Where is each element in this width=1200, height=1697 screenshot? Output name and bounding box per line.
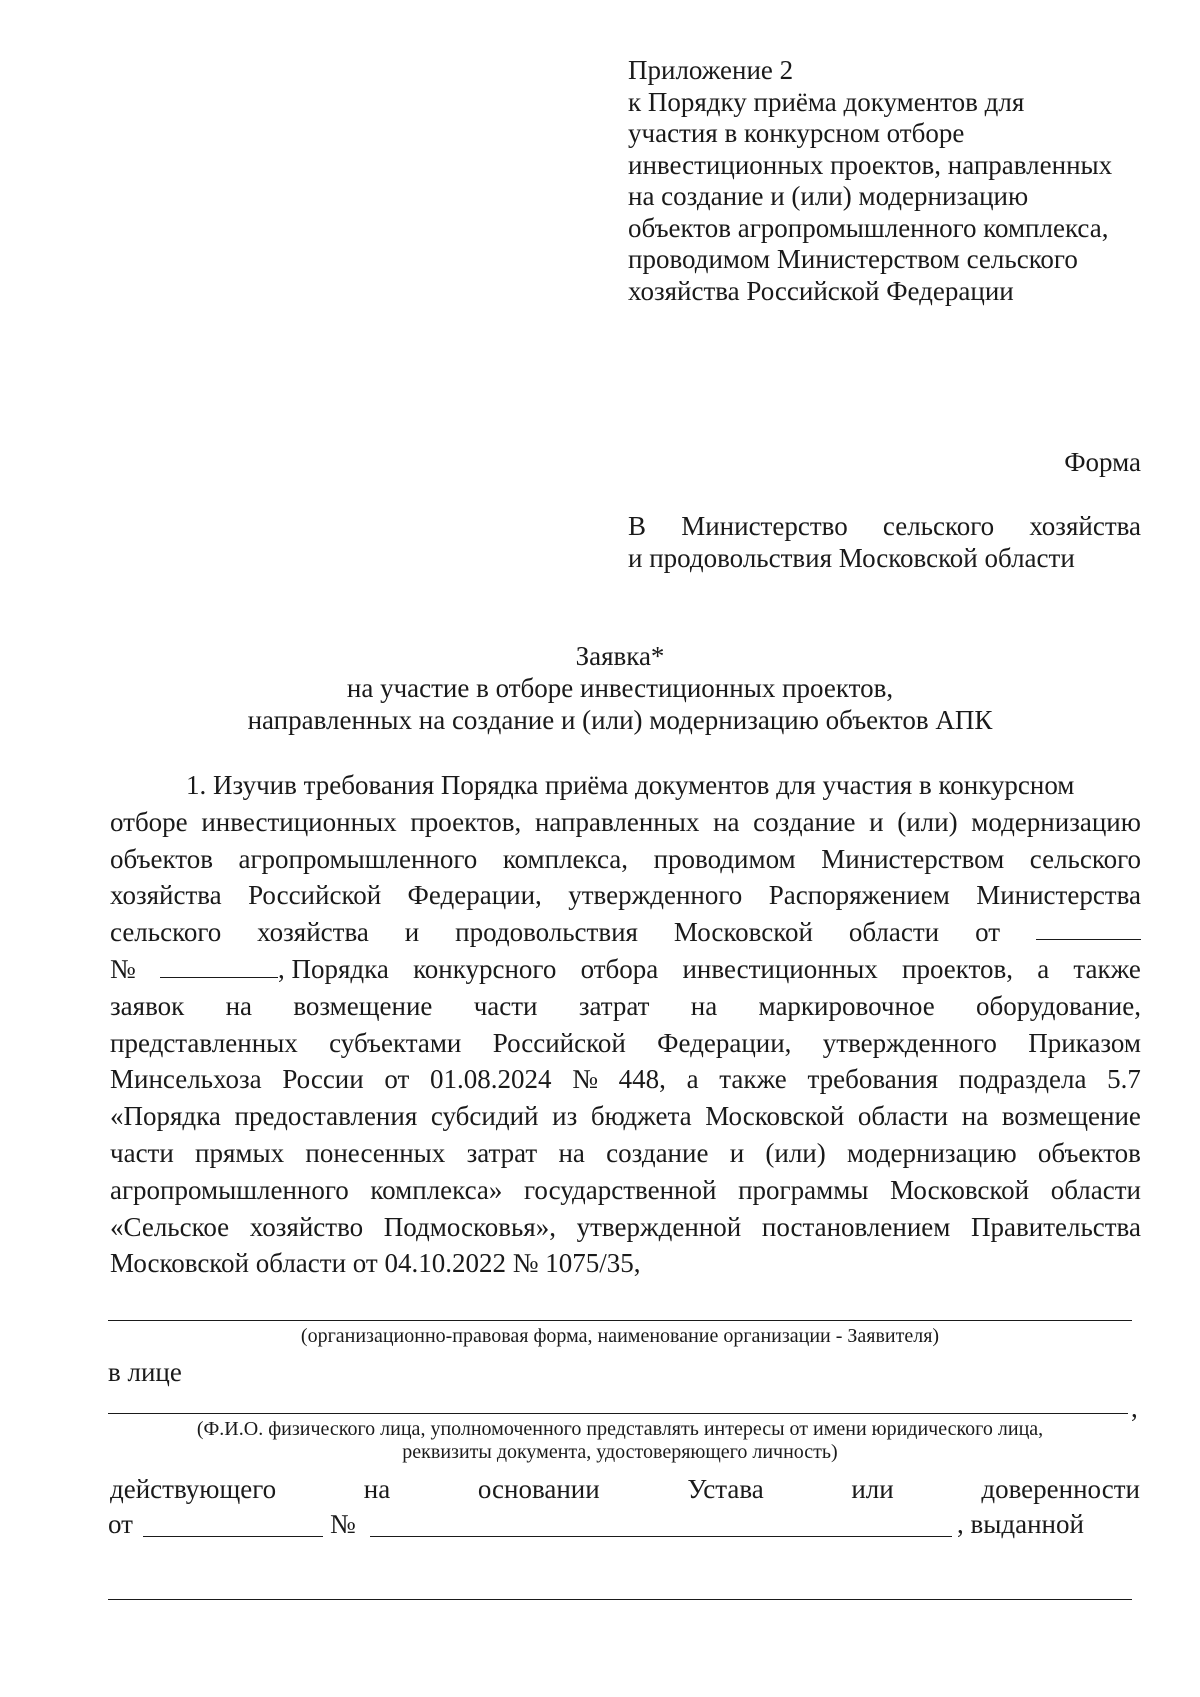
paragraph-word: создание [753,806,856,837]
paragraph-word: и [869,806,884,837]
paragraph-word [160,951,389,988]
paragraph-line [110,877,1141,914]
paragraph-word: Московской [705,1101,845,1132]
paragraph-word: Министерства [976,880,1141,911]
paragraph-word: комплекса, [502,843,629,874]
paragraph-word: , Порядка [277,953,389,984]
paragraph-word: инвестиционных [682,953,878,984]
order-number-blank[interactable] [160,952,278,978]
paragraph-word: России [282,1064,364,1095]
paragraph-word: на [961,1101,989,1132]
issued-by-line[interactable] [108,1599,1132,1600]
paragraph-word: затрат [466,1137,538,1168]
paragraph-line [110,1172,1141,1209]
paragraph-word: утвержденного [568,880,743,911]
paragraph-word: и [404,917,420,948]
paragraph-line [110,951,1141,988]
paragraph-word: конкурсного [413,953,557,984]
from-label: от [108,1509,133,1539]
paragraph-word: объектов [110,843,213,874]
paragraph-word: отборе [110,806,188,837]
paragraph-word: государственной [524,1174,717,1205]
appendix-line: инвестиционных проектов, направленных [628,149,1113,180]
paragraph-word: субсидий [430,1101,539,1132]
number-field-line[interactable] [370,1536,952,1537]
paragraph-word: Подмосковья», [383,1211,556,1242]
paragraph-word: требования [807,1064,939,1095]
order-date-blank[interactable] [1036,914,1141,940]
in-person-label: в лице [108,1357,182,1387]
acting-word: действующего [110,1474,277,1504]
title-line: на участие в отборе инвестиционных проектов, [346,673,894,703]
paragraph-word: а [1037,953,1050,984]
appendix-line: хозяйства Российской Федерации [628,275,1014,306]
acting-word: или [851,1474,894,1504]
paragraph-word: отбора [580,953,659,984]
paragraph-word: Российской [248,880,382,911]
paragraph-word: продовольствия [455,917,638,948]
paragraph-word: области [857,1101,949,1132]
appendix-line: Приложение 2 [628,55,794,85]
paragraph-word: Приказом [1028,1027,1141,1058]
paragraph-word: оборудование, [976,990,1141,1021]
paragraph-word: модернизацию [971,806,1141,837]
paragraph-word: а [686,1064,699,1095]
addressee-block [628,510,1141,574]
paragraph-word: постановлением [761,1211,951,1242]
paragraph-word: 1. Изучив требования Порядка приёма документов для участия в конкурсном [186,770,1075,800]
paragraph-word: области [1050,1174,1141,1205]
paragraph-word: хозяйства [110,880,222,911]
addressee-word: В [628,511,647,541]
document-title [100,640,1140,736]
paragraph-word: направленных [534,806,700,837]
paragraph-word: также [1073,953,1141,984]
title-heading: Заявка* [575,641,665,671]
applicant-name-line[interactable] [108,1320,1132,1321]
main-paragraph [110,767,1141,1282]
issued-label: , выданной [957,1509,1084,1539]
acting-word: основании [477,1474,600,1504]
paragraph-word: также [719,1064,787,1095]
paragraph-word: прямых [195,1137,285,1168]
paragraph-word: из [552,1101,578,1132]
person-name-line[interactable] [108,1413,1128,1414]
paragraph-word: затрат [578,990,650,1021]
paragraph-line [110,767,1141,804]
paragraph-word: сельского [110,917,222,948]
paragraph-word: части [110,1137,174,1168]
paragraph-word: субъектами [329,1027,462,1058]
paragraph-word: на [225,990,252,1021]
addressee-line-1 [628,510,1141,542]
paragraph-line [110,914,1141,951]
paragraph-line [110,1209,1141,1246]
appendix-line: проводимом Министерством сельского [628,244,1078,274]
paragraph-line [110,1025,1141,1062]
acting-word: на [363,1474,391,1504]
number-label: № [330,1509,356,1539]
paragraph-word: «Сельское [110,1211,230,1242]
appendix-line: на создание и (или) модернизацию [628,181,1029,211]
paragraph-word: Федерации, [407,880,542,911]
paragraph-line [110,841,1141,878]
paragraph-word: агропромышленного [110,1174,349,1205]
paragraph-word: агропромышленного [238,843,478,874]
paragraph-word: модернизацию [847,1137,1017,1168]
addressee-word: Министерство [681,511,848,541]
paragraph-word: Минсельхоза [110,1064,262,1095]
paragraph-word: подраздела [958,1064,1087,1095]
paragraph-word: области [848,917,940,948]
paragraph-word: (или) [897,806,958,837]
acting-word: доверенности [981,1474,1140,1504]
title-line: направленных на создание и (или) модернизацию объектов АПК [247,705,993,735]
person-caption-line-1: (Ф.И.О. физического лица, уполномоченного представлять интересы от имени юридического лица, [196,1418,1044,1440]
paragraph-word: Правительства [971,1211,1141,1242]
paragraph-word: 01.08.2024 [430,1064,552,1095]
paragraph-word: 5.7 [1107,1064,1141,1095]
paragraph-line [110,804,1141,841]
paragraph-word: Московской [890,1174,1030,1205]
paragraph-word: бюджета [590,1101,692,1132]
paragraph-word: хозяйство [249,1211,364,1242]
paragraph-word: на [558,1137,585,1168]
paragraph-word: № [572,1064,598,1095]
paragraph-line [110,1098,1141,1135]
paragraph-word: хозяйства [257,917,369,948]
paragraph-word: маркировочное [758,990,935,1021]
paragraph-word: возмещение [1001,1101,1141,1132]
paragraph-word: проектов, [902,953,1013,984]
paragraph-word: возмещение [293,990,433,1021]
paragraph-line [110,1061,1141,1098]
paragraph-word: на [713,806,740,837]
addressee-word: сельского [882,511,995,541]
paragraph-word: от [384,1064,410,1095]
paragraph-word: на [690,990,718,1021]
paragraph-word: от [975,917,1001,948]
paragraph-line [110,1245,1141,1282]
person-caption-line-2: реквизиты документа, удостоверяющего личность) [402,1441,838,1463]
paragraph-word: Московской [673,917,813,948]
date-field-line[interactable] [143,1536,323,1537]
paragraph-word: проектов, [410,806,522,837]
paragraph-word: понесенных [305,1137,446,1168]
paragraph-word: заявок [110,990,185,1021]
paragraph-word: Министерством [821,843,1005,874]
paragraph-word: объектов [1037,1137,1141,1168]
paragraph-word: инвестиционных [201,806,397,837]
paragraph-word: сельского [1029,843,1141,874]
paragraph-word: Московской области от 04.10.2022 № 1075/35, [110,1248,641,1279]
trailing-comma: , [1131,1393,1138,1423]
addressee-line-2: и продовольствия Московской области [628,543,1075,573]
addressee-word: хозяйства [1029,511,1141,541]
paragraph-word: утвержденного [822,1027,997,1058]
acting-basis-line [110,1473,1140,1505]
paragraph-line [110,988,1141,1025]
paragraph-word: части [473,990,538,1021]
applicant-caption: (организационно-правовая форма, наименование организации - Заявителя) [300,1325,940,1347]
paragraph-word: «Порядка [110,1101,221,1132]
paragraph-word: (или) [765,1137,826,1168]
paragraph-word: представленных [110,1027,298,1058]
appendix-line: к Порядку приёма документов для [628,86,1025,117]
appendix-line: объектов агропромышленного комплекса, [628,212,1109,243]
paragraph-word: программы [738,1174,869,1205]
paragraph-word: Распоряжением [768,880,950,911]
paragraph-word: создание [606,1137,709,1168]
paragraph-word: предоставления [234,1101,418,1132]
paragraph-word: 448, [618,1064,666,1095]
paragraph-word: № [110,953,136,984]
form-label: Форма [1064,447,1141,477]
paragraph-word: Российской [492,1027,626,1058]
appendix-block [628,55,1148,307]
paragraph-word: комплекса» [370,1174,503,1205]
paragraph-line [110,1135,1141,1172]
paragraph-word: и [729,1137,745,1168]
acting-word: Устава [687,1474,764,1504]
paragraph-word: утвержденной [576,1211,742,1242]
paragraph-word: проводимом [653,843,796,874]
paragraph-word: Федерации, [657,1027,792,1058]
appendix-line: участия в конкурсном отборе [628,118,965,148]
